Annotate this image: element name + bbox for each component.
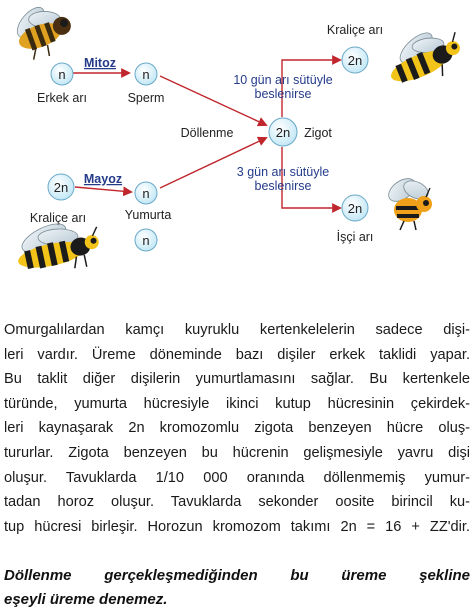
kralice-ari-left-label: Kraliçe arı (29, 211, 87, 225)
egg-cell (135, 182, 157, 204)
isci-ari-label: İşçi arı (336, 230, 374, 244)
paragraph-line: tururlar. Zigota benzeyen bu hücrenin gelişmesiyle yavru dişi (4, 444, 470, 461)
conclusion-line-1: Döllenme gerçekleşmediğinden bu üreme şekline (4, 567, 470, 584)
extra-cell-label: n (142, 233, 150, 248)
paragraph-line: tup hücresi birleşir. Horozun kromozom takımı 2n = 16 + ZZ'dir. (4, 518, 470, 535)
paragraph-line: tadan horoz oluşur. Tavuklarda sekonder oosite birincil ku- (4, 494, 470, 511)
queen-bee-result-icon (379, 18, 469, 94)
egg-cell-label: n (142, 186, 150, 201)
worker-bee-icon (385, 174, 432, 230)
zygote-cell-label: 2n (275, 125, 291, 140)
ten-days-line1: 10 gün arı sütüyle (233, 73, 333, 87)
zygote-cell (269, 118, 297, 146)
queen-cell (48, 174, 74, 200)
mitoz-label: Mitoz (84, 56, 116, 70)
worker-result-cell-label: 2n (347, 201, 363, 216)
sperm-cell (135, 63, 157, 85)
zigot-label: Zigot (304, 126, 332, 140)
ten-days-line2: beslenirse (254, 87, 312, 101)
mayoz-label: Mayoz (83, 172, 123, 186)
kralice-ari-right-label: Kraliçe arı (326, 23, 384, 37)
male-cell (51, 63, 73, 85)
drone-bee-icon (6, 0, 78, 65)
queen-cell-label: 2n (53, 180, 69, 195)
three-days-line1: 3 gün arı sütüyle (236, 165, 330, 179)
dollenme-label: Döllenme (180, 126, 234, 140)
sperm-label: Sperm (127, 91, 165, 105)
conclusion-line-2: eşeyli üreme denemez. (4, 591, 168, 608)
conclusion-text (4, 564, 470, 612)
male-cell-label: n (58, 67, 66, 82)
paragraph-line: Bu taklit diğer dişilerin yumurtlamasını sağlar. Bu kertenkele (4, 371, 470, 388)
three-days-line2: beslenirse (254, 179, 312, 193)
worker-result-cell (342, 195, 368, 221)
paragraph-line: leri vardır. Üreme döneminde bazı dişiler erkek taklidi yapar. (4, 346, 470, 363)
explanation-paragraph (4, 318, 470, 539)
paragraph-line: oluşur. Tavuklarda 1/10 000 oranında döllenmemiş yumur- (4, 469, 470, 486)
extra-cell (135, 229, 157, 251)
mayoz-arrow (75, 187, 131, 192)
paragraph-line: Omurgalılardan kamçı kuyruklu kertenkelelerin sadece dişi- (4, 322, 470, 338)
queen-result-cell-label: 2n (347, 53, 363, 68)
queen-result-cell (342, 47, 368, 73)
sperm-cell-label: n (142, 67, 150, 82)
paragraph-line: türünde, yumurta hücresiyle ikinci kutup hücresinin çekirdek- (4, 395, 470, 412)
egg-to-zygote-arrow (160, 138, 266, 188)
erkek-ari-label: Erkek arı (36, 91, 88, 105)
yumurta-label: Yumurta (124, 208, 172, 222)
paragraph-line: leri kaynaşarak 2n kromozomlu zigota benzeyen hücre oluş- (4, 420, 470, 437)
